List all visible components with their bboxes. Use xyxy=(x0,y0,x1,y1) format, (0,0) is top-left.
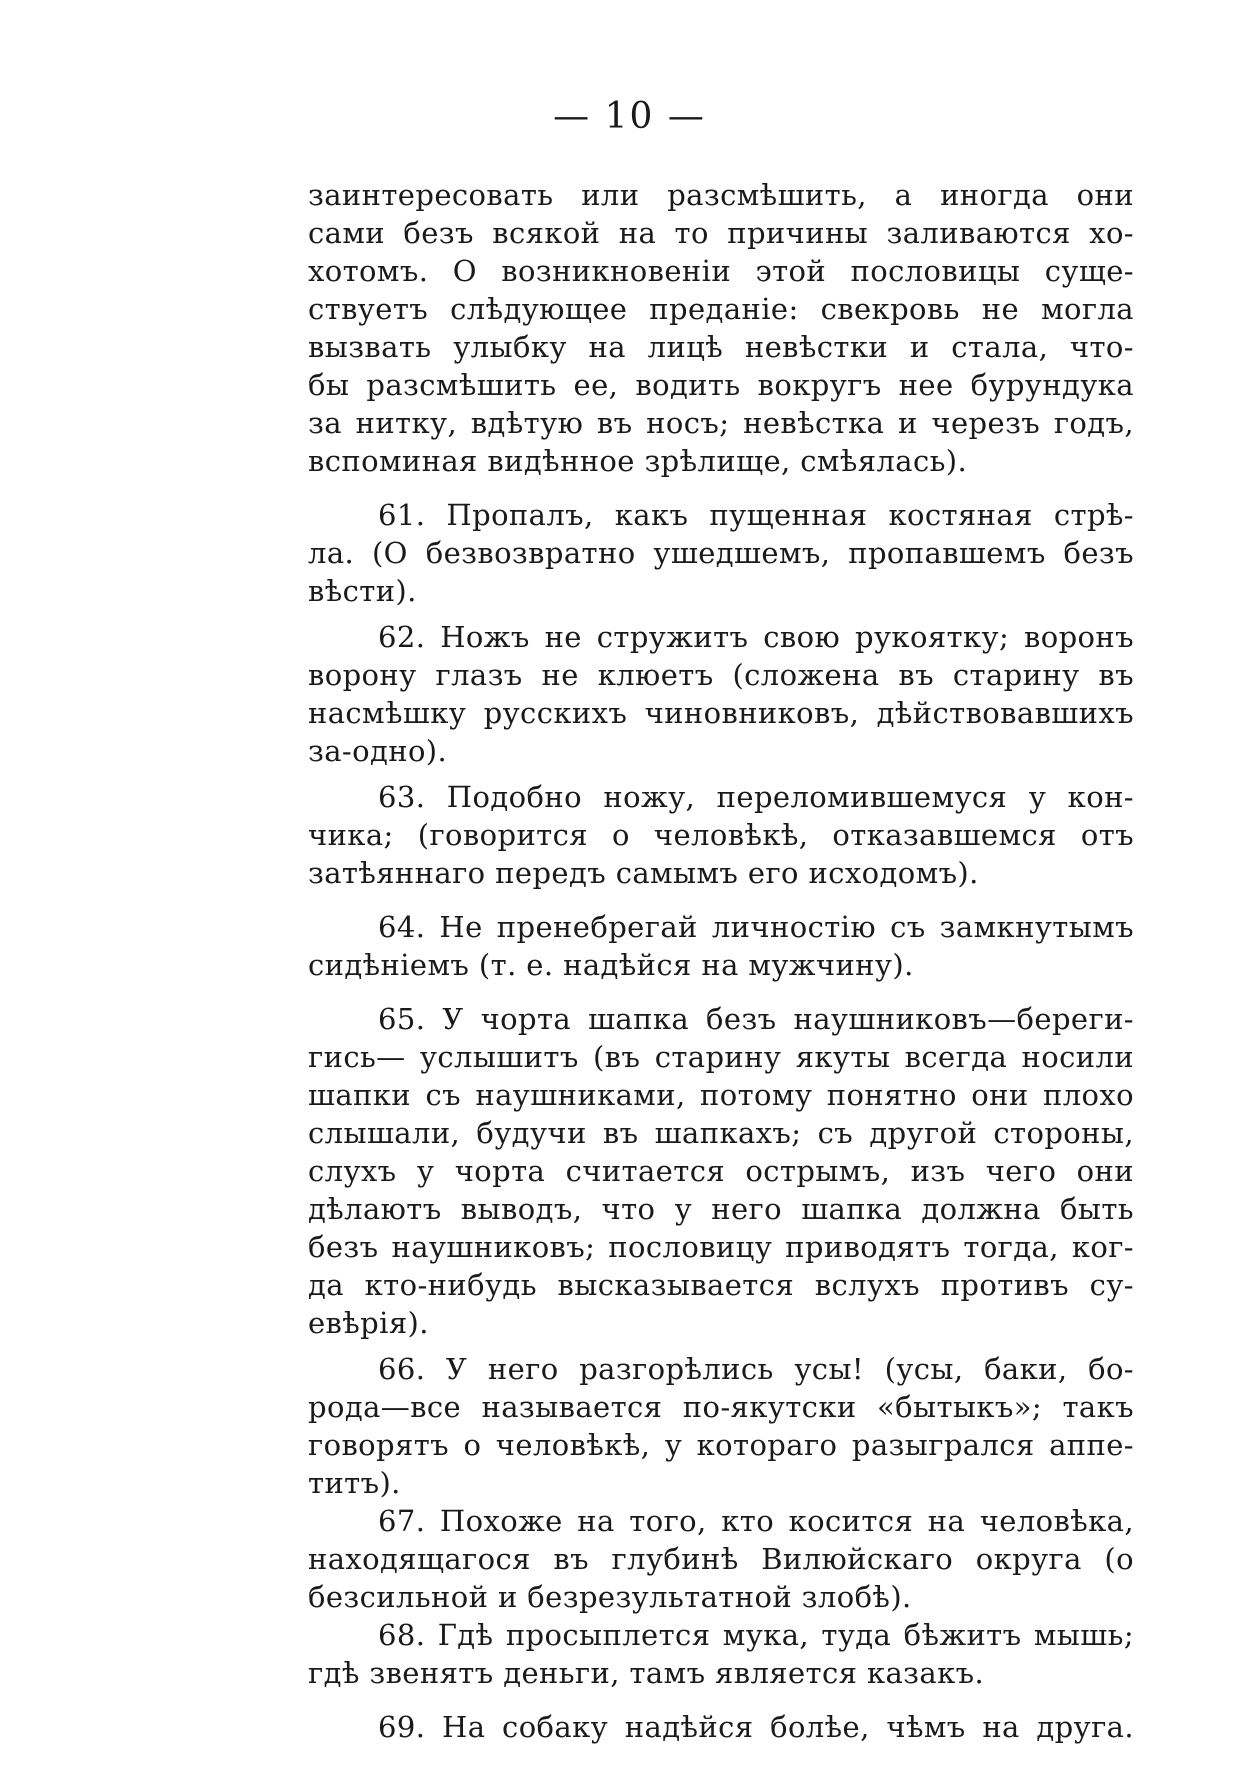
text-line: насмѣшку русскихъ чиновниковъ, дѣйствовавшихъ xyxy=(308,696,1134,730)
proverb-64 xyxy=(308,908,1134,984)
text-line: гдѣ звенятъ деньги, тамъ является казакъ. xyxy=(308,1656,985,1690)
text-line: да кто-нибудь высказывается вслухъ противъ су- xyxy=(308,1268,1134,1302)
text-line: 66. У него разгорѣлись усы! (усы, баки, бо- xyxy=(378,1352,1134,1386)
text-line: заинтересовать или разсмѣшить, а иногда они xyxy=(308,178,1134,212)
proverb-63 xyxy=(308,778,1134,892)
text-line: 68. Гдѣ просыплется мука, туда бѣжитъ мышь; xyxy=(378,1618,1134,1652)
text-line: гись— услышитъ (въ старину якуты всегда носили xyxy=(308,1040,1134,1074)
text-line: евѣрiя). xyxy=(308,1306,429,1340)
text-line: 61. Пропалъ, какъ пущенная костяная стрѣ- xyxy=(378,498,1134,532)
text-line: слышали, будучи въ шапкахъ; съ другой стороны, xyxy=(308,1116,1134,1150)
text-line: находящагося въ глубинѣ Вилюйскаго округа (о xyxy=(308,1542,1134,1576)
text-block xyxy=(308,176,1134,1746)
text-line: 65. У чорта шапка безъ наушниковъ—береги- xyxy=(378,1002,1134,1036)
text-line: безсильной и безрезультатной злобѣ). xyxy=(308,1580,912,1614)
text-line: безъ наушниковъ; пословицу приводятъ тогда, ког- xyxy=(308,1230,1134,1264)
proverb-69 xyxy=(308,1708,1134,1746)
text-line: шапки съ наушниками, потому понятно они плохо xyxy=(308,1078,1134,1112)
text-line: ла. (О безвозвратно ушедшемъ, пропавшемъ безъ xyxy=(308,536,1134,570)
text-line: рода—все называется по-якутски «бытыкъ»; такъ xyxy=(308,1390,1134,1424)
text-line: вспоминая видѣнное зрѣлище, смѣялась). xyxy=(308,444,968,478)
text-line: слухъ у чорта считается острымъ, изъ чего они xyxy=(308,1154,1134,1188)
text-line: затѣяннаго передъ самымъ его исходомъ). xyxy=(308,856,979,890)
text-line: 64. Не пренебрегай личностiю съ замкнутымъ xyxy=(378,910,1134,944)
text-line: вѣсти). xyxy=(308,574,417,608)
text-line: сами безъ всякой на то причины заливаются хо- xyxy=(308,216,1134,250)
proverb-62 xyxy=(308,618,1134,770)
text-line: 67. Похоже на того, кто косится на человѣка, xyxy=(378,1504,1134,1538)
text-line: титъ). xyxy=(308,1466,401,1500)
proverb-65 xyxy=(308,1000,1134,1342)
text-line: дѣлаютъ выводъ, что у него шапка должна быть xyxy=(308,1192,1134,1226)
proverb-66 xyxy=(308,1350,1134,1502)
paragraph-continuation xyxy=(308,176,1134,480)
proverb-67 xyxy=(308,1502,1134,1616)
text-line: 63. Подобно ножу, переломившемуся у кон- xyxy=(378,780,1134,814)
text-line: хотомъ. О возникновенiи этой пословицы суще- xyxy=(308,254,1134,288)
text-line: ворону глазъ не клюетъ (сложена въ старину въ xyxy=(308,658,1134,692)
text-line: бы разсмѣшить ее, водить вокругъ нее бурундука xyxy=(308,368,1134,402)
text-line: сидѣнiемъ (т. е. надѣйся на мужчину). xyxy=(308,948,914,982)
proverb-68 xyxy=(308,1616,1134,1692)
text-line: ствуетъ слѣдующее преданiе: свекровь не могла xyxy=(308,292,1134,326)
proverb-61 xyxy=(308,496,1134,610)
text-line: говорятъ о человѣкѣ, у котораго разыгрался аппе- xyxy=(308,1428,1134,1462)
text-line: вызвать улыбку на лицѣ невѣстки и стала, что- xyxy=(308,330,1134,364)
text-line: 69. На собаку надѣйся болѣе, чѣмъ на друга. xyxy=(378,1710,1134,1744)
text-line: 62. Ножъ не стружитъ свою рукоятку; воронъ xyxy=(378,620,1134,654)
text-line: за-одно). xyxy=(308,734,448,768)
text-line: за нитку, вдѣтую въ носъ; невѣстка и черезъ годъ, xyxy=(308,406,1134,440)
page-number: — 10 — xyxy=(553,96,706,137)
text-line: чика; (говорится о человѣкѣ, отказавшемся отъ xyxy=(308,818,1134,852)
